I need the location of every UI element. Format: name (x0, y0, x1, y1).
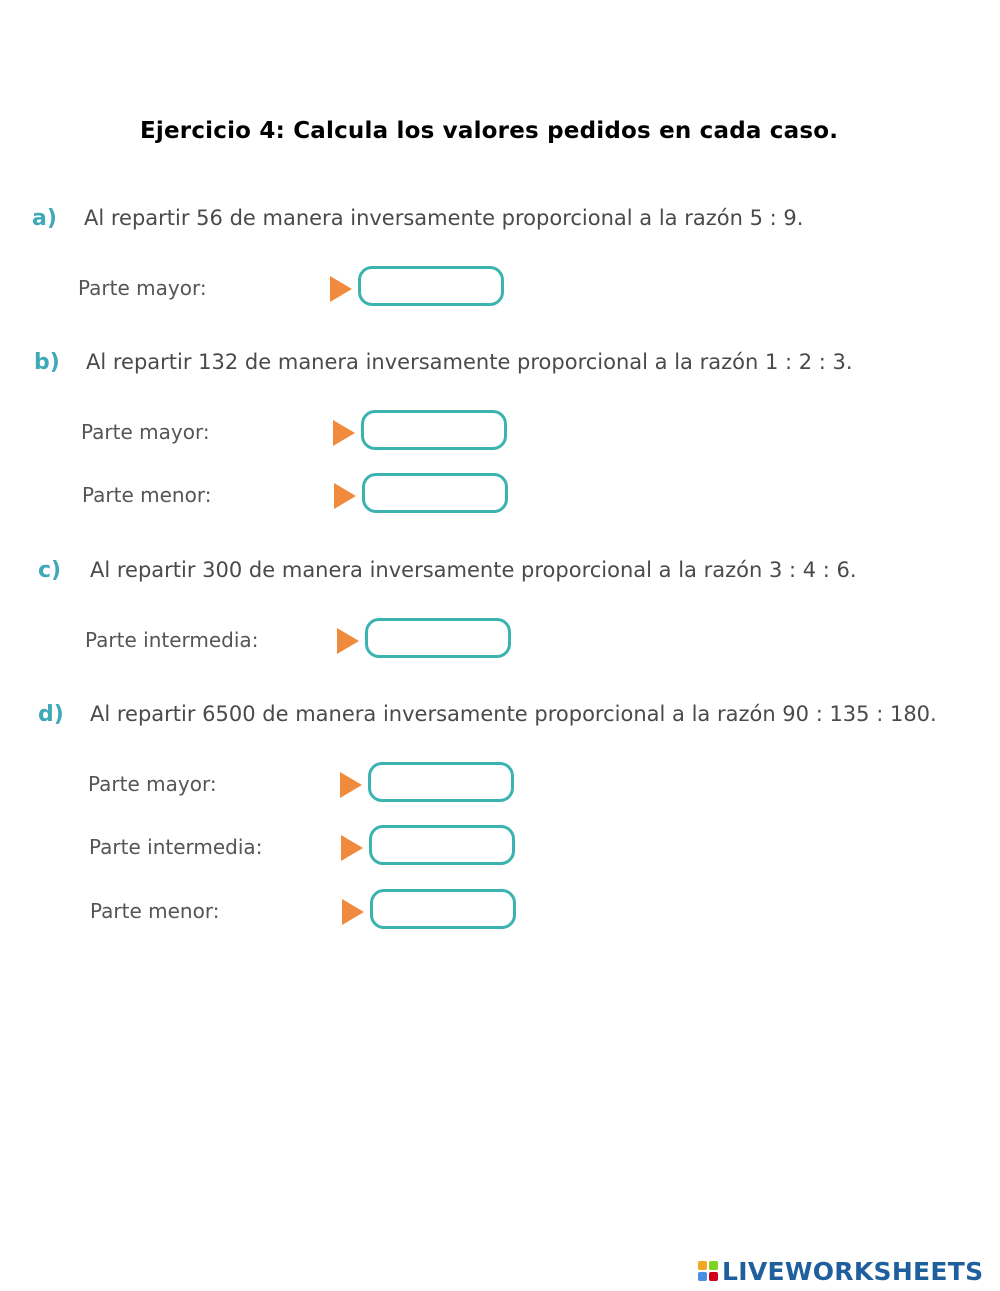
question-d (38, 702, 937, 727)
question-text: Al repartir 132 de manera inversamente proporcional a la razón 1 : 2 : 3. (86, 350, 853, 374)
answer-label: Parte mayor: (88, 772, 217, 796)
answer-input-b-mayor[interactable] (361, 410, 507, 450)
arrow-right-icon (342, 899, 364, 925)
arrow-right-icon (330, 276, 352, 302)
logo-icon (698, 1261, 718, 1281)
question-letter: a) (32, 206, 57, 231)
answer-label: Parte menor: (90, 899, 220, 923)
logo-square (709, 1261, 718, 1270)
question-letter: d) (38, 702, 64, 727)
logo-square (698, 1272, 707, 1281)
question-a (32, 206, 803, 231)
answer-label: Parte mayor: (81, 420, 210, 444)
arrow-right-icon (333, 420, 355, 446)
arrow-right-icon (337, 628, 359, 654)
answer-input-b-menor[interactable] (362, 473, 508, 513)
answer-input-a-mayor[interactable] (358, 266, 504, 306)
page-title: Ejercicio 4: Calcula los valores pedidos en cada caso. (140, 118, 839, 144)
question-text: Al repartir 56 de manera inversamente proporcional a la razón 5 : 9. (84, 206, 804, 230)
answer-input-d-intermedia[interactable] (369, 825, 515, 865)
question-letter: b) (34, 350, 60, 375)
question-letter: c) (38, 558, 62, 583)
arrow-right-icon (340, 772, 362, 798)
answer-input-c-intermedia[interactable] (365, 618, 511, 658)
arrow-right-icon (341, 835, 363, 861)
arrow-right-icon (334, 483, 356, 509)
answer-input-d-mayor[interactable] (368, 762, 514, 802)
logo-square (709, 1272, 718, 1281)
answer-input-d-menor[interactable] (370, 889, 516, 929)
logo-text: LIVEWORKSHEETS (722, 1256, 984, 1286)
logo-square (698, 1261, 707, 1270)
answer-label: Parte mayor: (78, 276, 207, 300)
question-text: Al repartir 300 de manera inversamente proporcional a la razón 3 : 4 : 6. (90, 558, 857, 582)
question-b (34, 350, 853, 375)
question-text: Al repartir 6500 de manera inversamente proporcional a la razón 90 : 135 : 180. (90, 702, 937, 726)
answer-label: Parte intermedia: (85, 628, 259, 652)
liveworksheets-logo (698, 1254, 983, 1288)
answer-label: Parte menor: (82, 483, 212, 507)
question-c (38, 558, 857, 583)
answer-label: Parte intermedia: (89, 835, 263, 859)
